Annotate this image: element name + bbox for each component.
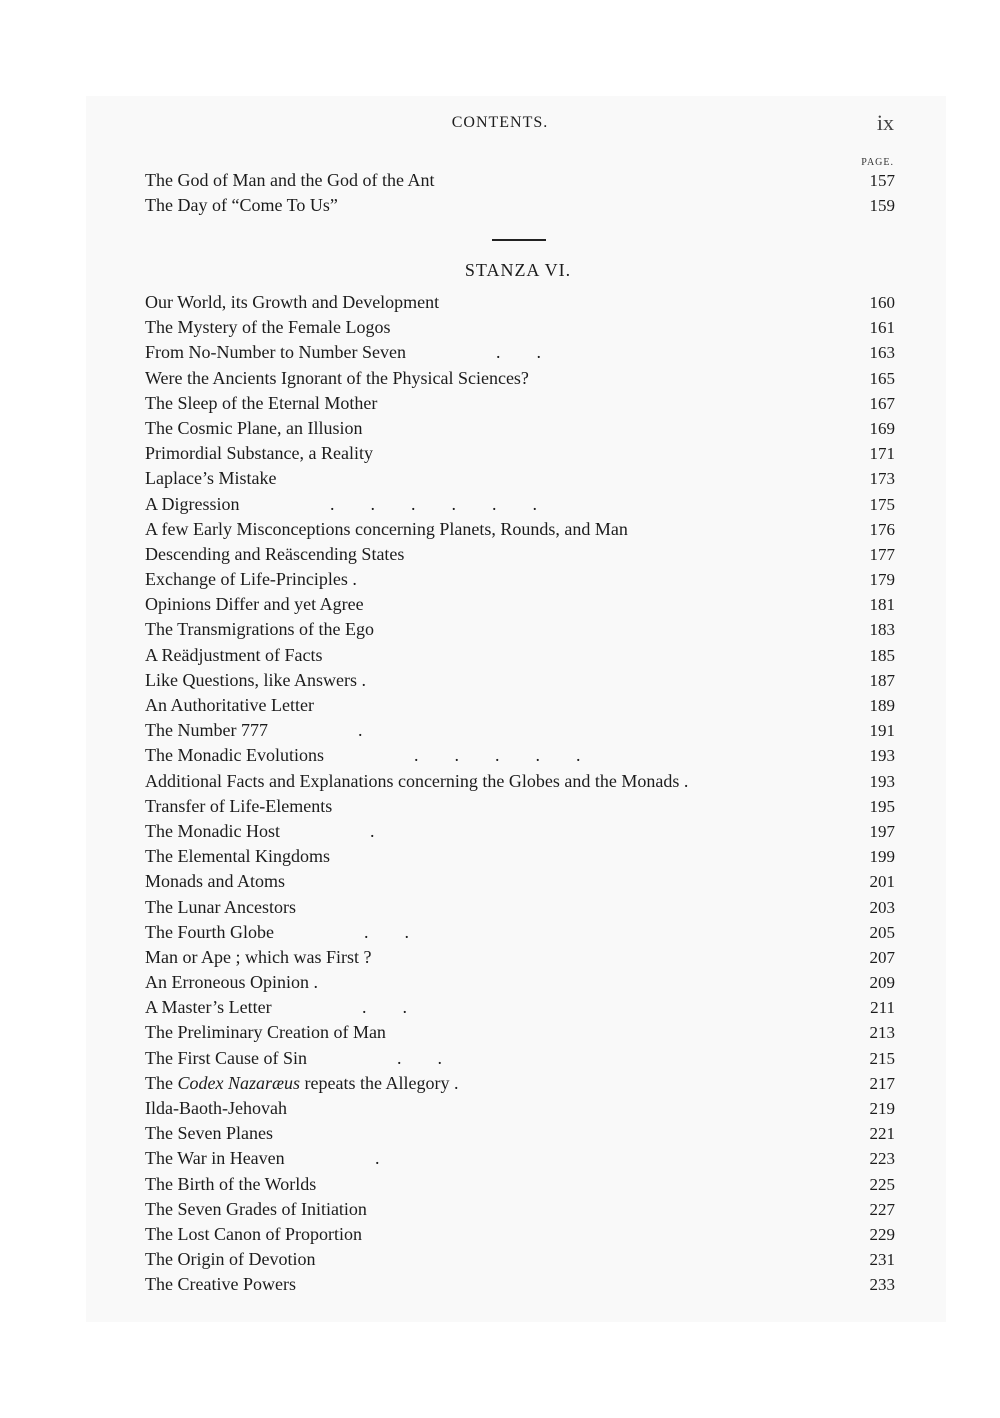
toc-entry-page: 223	[869, 1149, 895, 1169]
toc-entry	[145, 567, 895, 592]
toc-entry-leaders: . .	[397, 1047, 442, 1068]
toc-entry-title	[145, 1071, 458, 1096]
toc-entry-title: Primordial Substance, a Reality	[145, 443, 373, 464]
toc-entry-title: An Authoritative Letter	[145, 695, 314, 715]
toc-entry-title: The Number 777	[145, 720, 268, 741]
toc-entry	[145, 895, 895, 920]
toc-entry	[145, 315, 895, 340]
toc-entry-page: 185	[869, 645, 895, 665]
toc-entry-leaders: .	[370, 820, 375, 841]
toc-entry-title: The God of Man and the God of the Ant	[145, 170, 435, 190]
toc-entry-page: 187	[869, 670, 895, 690]
toc-entry	[145, 416, 895, 441]
toc-entry	[145, 844, 895, 869]
toc-entry	[145, 441, 895, 466]
toc-entry	[145, 542, 895, 567]
toc-entry-title: Transfer of Life-Elements	[145, 795, 333, 816]
toc-entry-title-part: repeats the Allegory .	[300, 1072, 459, 1093]
toc-entry	[145, 1272, 895, 1297]
toc-entry-page: 169	[869, 418, 895, 438]
toc-entry-page: 159	[869, 196, 895, 216]
toc-entry-title: Descending and Reäscending States	[145, 543, 405, 564]
toc-entry-page: 219	[869, 1099, 895, 1118]
toc-entry	[145, 1197, 895, 1222]
toc-entry-title: The Lunar Ancestors	[145, 896, 296, 917]
toc-entry	[145, 794, 895, 819]
toc-entry-page: 161	[869, 318, 895, 338]
toc-entry	[145, 718, 895, 743]
toc-entry	[145, 1046, 895, 1071]
toc-entry-title: The Seven Grades of Initiation	[145, 1198, 367, 1219]
toc-entry-page: 231	[869, 1250, 895, 1270]
toc-entry	[145, 945, 895, 970]
toc-entry-page: 157	[869, 171, 895, 190]
toc-entry-title: Exchange of Life-Principles .	[145, 569, 357, 590]
toc-entry-page: 177	[869, 544, 895, 564]
toc-entry-title: The Lost Canon of Proportion	[145, 1223, 362, 1244]
toc-entry-page: 171	[869, 444, 895, 464]
toc-entry-title: The Fourth Globe	[145, 921, 274, 942]
toc-entry-page: 211	[870, 998, 895, 1018]
toc-entry-title: The First Cause of Sin	[145, 1047, 307, 1068]
toc-entry-page: 191	[869, 721, 895, 741]
toc-entry-leaders: . .	[362, 997, 407, 1018]
toc-entry	[145, 1172, 895, 1197]
toc-entry-title: A Master’s Letter	[145, 997, 272, 1018]
toc-entry-title: Laplace’s Mistake	[145, 468, 277, 489]
toc-entry-page: 207	[869, 947, 895, 967]
toc-entry-title: Man or Ape ; which was First ?	[145, 946, 372, 967]
toc-entry-page: 175	[869, 494, 895, 514]
toc-entry-page: 176	[869, 519, 895, 539]
toc-entry-leaders: . .	[496, 342, 541, 363]
toc-entry	[145, 643, 895, 668]
pre-stanza-entries	[145, 168, 895, 218]
toc-entry-leaders: . . . . . .	[330, 493, 537, 514]
toc-entry-title: Were the Ancients Ignorant of the Physical Sciences?	[145, 367, 529, 388]
toc-entry-page: 229	[869, 1224, 895, 1244]
toc-entry-title: The Mystery of the Female Logos	[145, 317, 391, 338]
stanza-heading: STANZA VI.	[464, 260, 572, 280]
toc-entry-leaders: .	[375, 1148, 380, 1169]
running-head: CONTENTS.	[451, 114, 549, 131]
toc-entry-title: An Erroneous Opinion .	[145, 972, 318, 993]
toc-entry-title: Additional Facts and Explanations concerning the Globes and the Monads .	[145, 770, 689, 791]
toc-entry-title: The Birth of the Worlds	[145, 1173, 317, 1194]
toc-entry-page: 167	[869, 393, 895, 413]
toc-entry-leaders: . .	[364, 921, 409, 942]
toc-entry	[145, 970, 895, 995]
toc-entry-title: Like Questions, like Answers .	[145, 669, 366, 690]
toc-entry-page: 173	[869, 469, 895, 489]
toc-entry-title: The Day of “Come To Us”	[145, 195, 338, 216]
toc-entry-page: 189	[869, 696, 895, 715]
section-divider	[492, 239, 546, 241]
toc-entry-page: 199	[869, 847, 895, 867]
toc-entry	[145, 869, 895, 894]
toc-entry-page: 197	[869, 821, 895, 841]
toc-entry-title: The Transmigrations of the Ego	[145, 619, 374, 640]
toc-entry	[145, 1020, 895, 1045]
toc-entry-page: 227	[869, 1199, 895, 1219]
toc-entry-page: 215	[869, 1048, 895, 1068]
toc-entry-title: The Monadic Evolutions	[145, 745, 324, 766]
toc-entry-title: The Elemental Kingdoms	[145, 846, 330, 867]
toc-entry-title: Our World, its Growth and Development	[145, 292, 440, 312]
toc-entry-page: 201	[869, 872, 895, 892]
toc-entry	[145, 1071, 895, 1096]
toc-entry-title: Monads and Atoms	[145, 871, 286, 892]
toc-entry	[145, 920, 895, 945]
toc-entry	[145, 193, 895, 218]
toc-entry-page: 225	[869, 1174, 895, 1194]
toc-entry-title: A Reädjustment of Facts	[145, 644, 323, 665]
toc-entry-page: 181	[869, 595, 895, 615]
folio-page-number: ix	[876, 110, 894, 135]
toc-entry	[145, 290, 895, 315]
toc-entry-title: The Monadic Host	[145, 820, 280, 841]
toc-entry	[145, 995, 895, 1020]
toc-entry-title: The Cosmic Plane, an Illusion	[145, 417, 363, 438]
stanza-entries	[145, 290, 895, 1298]
toc-entry-page: 195	[869, 796, 895, 816]
toc-entry-title: A few Early Misconceptions concerning Planets, Rounds, and Man	[145, 518, 628, 539]
toc-entry	[145, 1096, 895, 1121]
toc-entry	[145, 1121, 895, 1146]
toc-entry-title: The War in Heaven	[145, 1148, 285, 1169]
toc-entry-page: 163	[869, 343, 895, 363]
toc-entry	[145, 340, 895, 365]
toc-entry	[145, 517, 895, 542]
toc-entry-title: Opinions Differ and yet Agree	[145, 594, 364, 615]
toc-entry-title-part: The	[145, 1072, 178, 1093]
toc-entry	[145, 492, 895, 517]
toc-entry	[145, 693, 895, 718]
toc-entry	[145, 1247, 895, 1272]
toc-entry-title: The Origin of Devotion	[145, 1249, 316, 1270]
toc-entry	[145, 466, 895, 491]
page-column-label: PAGE.	[861, 157, 894, 168]
toc-entry	[145, 769, 895, 794]
toc-entry	[145, 592, 895, 617]
toc-entry	[145, 1222, 895, 1247]
toc-entry-title: Ilda-Baoth-Jehovah	[145, 1098, 287, 1118]
toc-entry-title: The Sleep of the Eternal Mother	[145, 392, 378, 413]
toc-entry-page: 213	[869, 1023, 895, 1043]
toc-entry	[145, 1146, 895, 1171]
toc-entry-leaders: .	[358, 720, 363, 741]
toc-entry	[145, 617, 895, 642]
toc-entry	[145, 366, 895, 391]
toc-entry-title: The Creative Powers	[145, 1274, 296, 1295]
toc-entry-page: 221	[869, 1124, 895, 1144]
toc-entry	[145, 819, 895, 844]
toc-entry-page: 179	[869, 570, 895, 590]
toc-entry-page: 193	[869, 746, 895, 766]
toc-entry-page: 165	[869, 368, 895, 388]
toc-entry-page: 233	[869, 1275, 895, 1295]
toc-entry-page: 193	[869, 771, 895, 791]
toc-entry	[145, 743, 895, 768]
toc-entry	[145, 391, 895, 416]
toc-entry-title-italic: Codex Nazaræus	[177, 1072, 300, 1093]
toc-entry-page: 203	[869, 897, 895, 917]
toc-entry-page: 209	[869, 973, 895, 993]
toc-entry-page: 205	[869, 922, 895, 942]
toc-entry	[145, 668, 895, 693]
toc-entry-title: The Seven Planes	[145, 1123, 273, 1144]
toc-entry-title: The Preliminary Creation of Man	[145, 1022, 386, 1043]
toc-entry-page: 183	[869, 620, 895, 640]
toc-entry-title: From No-Number to Number Seven	[145, 342, 406, 363]
toc-entry-leaders: . . . . .	[414, 745, 581, 766]
toc-entry	[145, 168, 895, 193]
toc-entry-page: 160	[869, 293, 895, 312]
toc-entry-page: 217	[869, 1073, 895, 1093]
toc-entry-title: A Digression	[145, 493, 240, 514]
